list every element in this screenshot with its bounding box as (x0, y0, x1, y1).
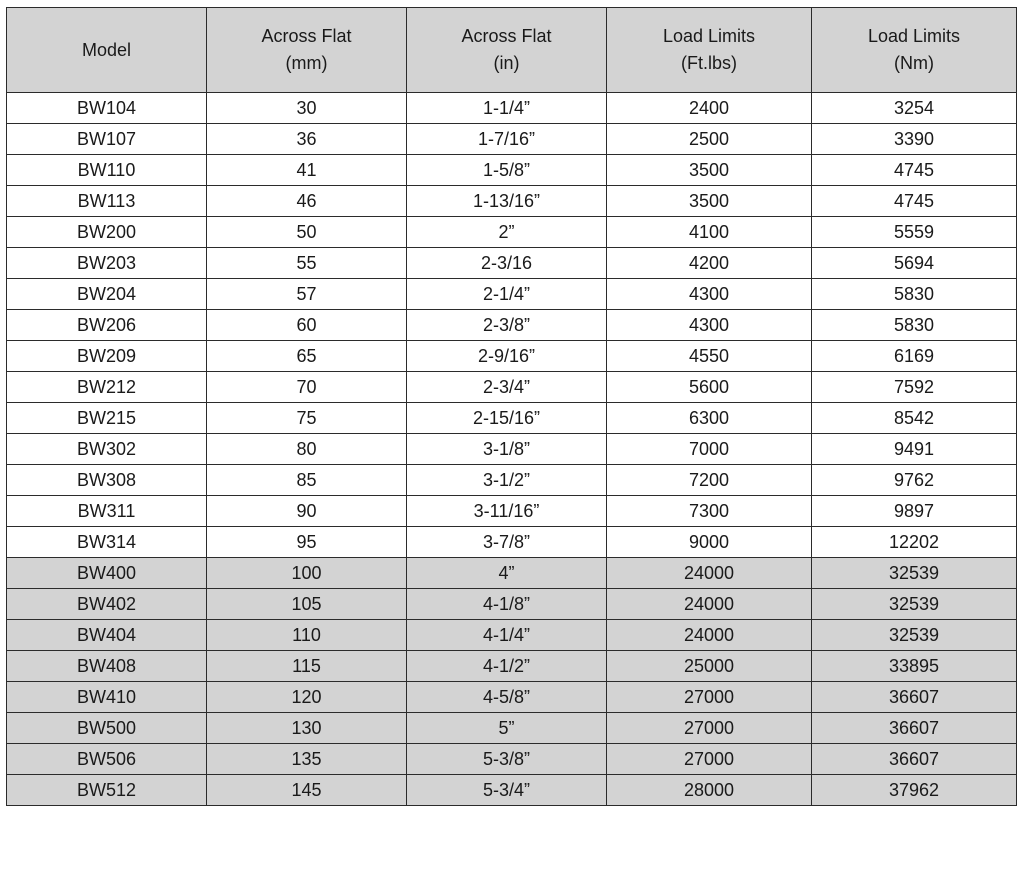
model-cell: BW408 (7, 651, 207, 682)
load-limit-ftlbs-cell: 6300 (607, 403, 812, 434)
table-row (7, 279, 1017, 310)
table-row (7, 465, 1017, 496)
across-flat-mm-cell: 115 (207, 651, 407, 682)
header-model-label: Model (81, 39, 132, 60)
table-row (7, 620, 1017, 651)
across-flat-mm-cell: 95 (207, 527, 407, 558)
load-limit-nm-cell: 36607 (812, 744, 1017, 775)
header-load-limits-ftlbs (607, 8, 812, 93)
table-row (7, 682, 1017, 713)
load-limit-ftlbs-cell: 2500 (607, 124, 812, 155)
header-label-line1: Load Limits (867, 26, 961, 46)
load-limit-ftlbs-cell: 4100 (607, 217, 812, 248)
model-cell: BW512 (7, 775, 207, 806)
load-limit-ftlbs-cell: 4200 (607, 248, 812, 279)
across-flat-in-cell: 4” (407, 558, 607, 589)
table-row (7, 558, 1017, 589)
across-flat-mm-cell: 41 (207, 155, 407, 186)
load-limit-ftlbs-cell: 9000 (607, 527, 812, 558)
load-limit-ftlbs-cell: 27000 (607, 682, 812, 713)
load-limit-ftlbs-cell: 5600 (607, 372, 812, 403)
table-row (7, 713, 1017, 744)
across-flat-mm-cell: 55 (207, 248, 407, 279)
table-row (7, 403, 1017, 434)
across-flat-mm-cell: 110 (207, 620, 407, 651)
load-limit-nm-cell: 5830 (812, 279, 1017, 310)
across-flat-in-cell: 5-3/8” (407, 744, 607, 775)
model-cell: BW302 (7, 434, 207, 465)
load-limit-nm-cell: 4745 (812, 155, 1017, 186)
across-flat-mm-cell: 57 (207, 279, 407, 310)
table-row (7, 310, 1017, 341)
load-limit-ftlbs-cell: 7300 (607, 496, 812, 527)
model-cell: BW308 (7, 465, 207, 496)
load-limit-nm-cell: 8542 (812, 403, 1017, 434)
load-limit-nm-cell: 7592 (812, 372, 1017, 403)
model-cell: BW206 (7, 310, 207, 341)
load-limit-ftlbs-cell: 7000 (607, 434, 812, 465)
across-flat-in-cell: 4-5/8” (407, 682, 607, 713)
model-cell: BW402 (7, 589, 207, 620)
header-label-line2: (in) (493, 53, 520, 73)
across-flat-mm-cell: 30 (207, 93, 407, 124)
header-load-limits-nm (812, 8, 1017, 93)
load-limit-nm-cell: 32539 (812, 589, 1017, 620)
across-flat-in-cell: 1-1/4” (407, 93, 607, 124)
header-label-line2: (mm) (285, 53, 328, 73)
across-flat-mm-cell: 50 (207, 217, 407, 248)
model-cell: BW212 (7, 372, 207, 403)
across-flat-in-cell: 2-3/4” (407, 372, 607, 403)
across-flat-mm-cell: 85 (207, 465, 407, 496)
load-limit-ftlbs-cell: 4550 (607, 341, 812, 372)
model-cell: BW209 (7, 341, 207, 372)
table-row (7, 496, 1017, 527)
across-flat-mm-cell: 90 (207, 496, 407, 527)
load-limit-nm-cell: 5559 (812, 217, 1017, 248)
model-cell: BW410 (7, 682, 207, 713)
table-row (7, 775, 1017, 806)
header-across-flat-in (407, 8, 607, 93)
model-cell: BW203 (7, 248, 207, 279)
load-limit-nm-cell: 36607 (812, 713, 1017, 744)
header-model (7, 8, 207, 93)
model-cell: BW506 (7, 744, 207, 775)
across-flat-in-cell: 3-7/8” (407, 527, 607, 558)
load-limit-nm-cell: 32539 (812, 558, 1017, 589)
table-header (7, 8, 1017, 93)
load-limit-nm-cell: 5830 (812, 310, 1017, 341)
across-flat-in-cell: 2-3/16 (407, 248, 607, 279)
load-limit-ftlbs-cell: 27000 (607, 744, 812, 775)
table-body (7, 93, 1017, 806)
model-cell: BW500 (7, 713, 207, 744)
model-cell: BW215 (7, 403, 207, 434)
across-flat-mm-cell: 46 (207, 186, 407, 217)
table-row (7, 744, 1017, 775)
across-flat-mm-cell: 75 (207, 403, 407, 434)
across-flat-mm-cell: 100 (207, 558, 407, 589)
load-limit-ftlbs-cell: 28000 (607, 775, 812, 806)
model-cell: BW314 (7, 527, 207, 558)
header-label-line1: Load Limits (662, 26, 756, 46)
load-limit-nm-cell: 36607 (812, 682, 1017, 713)
across-flat-mm-cell: 60 (207, 310, 407, 341)
table-row (7, 434, 1017, 465)
load-limit-nm-cell: 9897 (812, 496, 1017, 527)
table-row (7, 651, 1017, 682)
load-limit-nm-cell: 32539 (812, 620, 1017, 651)
load-limit-ftlbs-cell: 24000 (607, 558, 812, 589)
across-flat-in-cell: 3-1/2” (407, 465, 607, 496)
across-flat-in-cell: 2-1/4” (407, 279, 607, 310)
table-row (7, 93, 1017, 124)
spec-table (6, 7, 1017, 806)
load-limit-nm-cell: 33895 (812, 651, 1017, 682)
across-flat-mm-cell: 120 (207, 682, 407, 713)
table-row (7, 372, 1017, 403)
table-row (7, 124, 1017, 155)
across-flat-in-cell: 1-13/16” (407, 186, 607, 217)
load-limit-ftlbs-cell: 2400 (607, 93, 812, 124)
table-row (7, 589, 1017, 620)
across-flat-in-cell: 2-3/8” (407, 310, 607, 341)
model-cell: BW110 (7, 155, 207, 186)
load-limit-nm-cell: 3390 (812, 124, 1017, 155)
load-limit-ftlbs-cell: 7200 (607, 465, 812, 496)
header-label-line2: (Nm) (894, 53, 934, 73)
table-row (7, 217, 1017, 248)
across-flat-mm-cell: 105 (207, 589, 407, 620)
model-cell: BW404 (7, 620, 207, 651)
table-row (7, 527, 1017, 558)
load-limit-nm-cell: 5694 (812, 248, 1017, 279)
load-limit-nm-cell: 6169 (812, 341, 1017, 372)
model-cell: BW204 (7, 279, 207, 310)
header-label-line2: (Ft.lbs) (681, 53, 737, 73)
load-limit-nm-cell: 9491 (812, 434, 1017, 465)
load-limit-nm-cell: 37962 (812, 775, 1017, 806)
load-limit-ftlbs-cell: 3500 (607, 155, 812, 186)
across-flat-in-cell: 4-1/2” (407, 651, 607, 682)
model-cell: BW113 (7, 186, 207, 217)
across-flat-in-cell: 5” (407, 713, 607, 744)
load-limit-ftlbs-cell: 4300 (607, 279, 812, 310)
across-flat-in-cell: 4-1/4” (407, 620, 607, 651)
load-limit-nm-cell: 12202 (812, 527, 1017, 558)
header-row (7, 8, 1017, 93)
load-limit-ftlbs-cell: 24000 (607, 620, 812, 651)
across-flat-in-cell: 2-15/16” (407, 403, 607, 434)
across-flat-in-cell: 1-7/16” (407, 124, 607, 155)
across-flat-mm-cell: 65 (207, 341, 407, 372)
load-limit-ftlbs-cell: 4300 (607, 310, 812, 341)
across-flat-in-cell: 4-1/8” (407, 589, 607, 620)
table-row (7, 155, 1017, 186)
across-flat-mm-cell: 145 (207, 775, 407, 806)
across-flat-mm-cell: 135 (207, 744, 407, 775)
load-limit-nm-cell: 4745 (812, 186, 1017, 217)
model-cell: BW311 (7, 496, 207, 527)
load-limit-ftlbs-cell: 24000 (607, 589, 812, 620)
header-across-flat-mm (207, 8, 407, 93)
across-flat-mm-cell: 70 (207, 372, 407, 403)
across-flat-in-cell: 3-11/16” (407, 496, 607, 527)
across-flat-in-cell: 1-5/8” (407, 155, 607, 186)
load-limit-ftlbs-cell: 27000 (607, 713, 812, 744)
model-cell: BW200 (7, 217, 207, 248)
across-flat-in-cell: 2-9/16” (407, 341, 607, 372)
model-cell: BW400 (7, 558, 207, 589)
model-cell: BW107 (7, 124, 207, 155)
load-limit-nm-cell: 3254 (812, 93, 1017, 124)
table-row (7, 186, 1017, 217)
model-cell: BW104 (7, 93, 207, 124)
across-flat-mm-cell: 80 (207, 434, 407, 465)
across-flat-in-cell: 3-1/8” (407, 434, 607, 465)
table-row (7, 248, 1017, 279)
load-limit-nm-cell: 9762 (812, 465, 1017, 496)
header-label-line1: Across Flat (461, 26, 552, 46)
header-label-line1: Across Flat (261, 26, 352, 46)
across-flat-in-cell: 2” (407, 217, 607, 248)
across-flat-mm-cell: 130 (207, 713, 407, 744)
load-limit-ftlbs-cell: 3500 (607, 186, 812, 217)
table-row (7, 341, 1017, 372)
load-limit-ftlbs-cell: 25000 (607, 651, 812, 682)
across-flat-in-cell: 5-3/4” (407, 775, 607, 806)
across-flat-mm-cell: 36 (207, 124, 407, 155)
